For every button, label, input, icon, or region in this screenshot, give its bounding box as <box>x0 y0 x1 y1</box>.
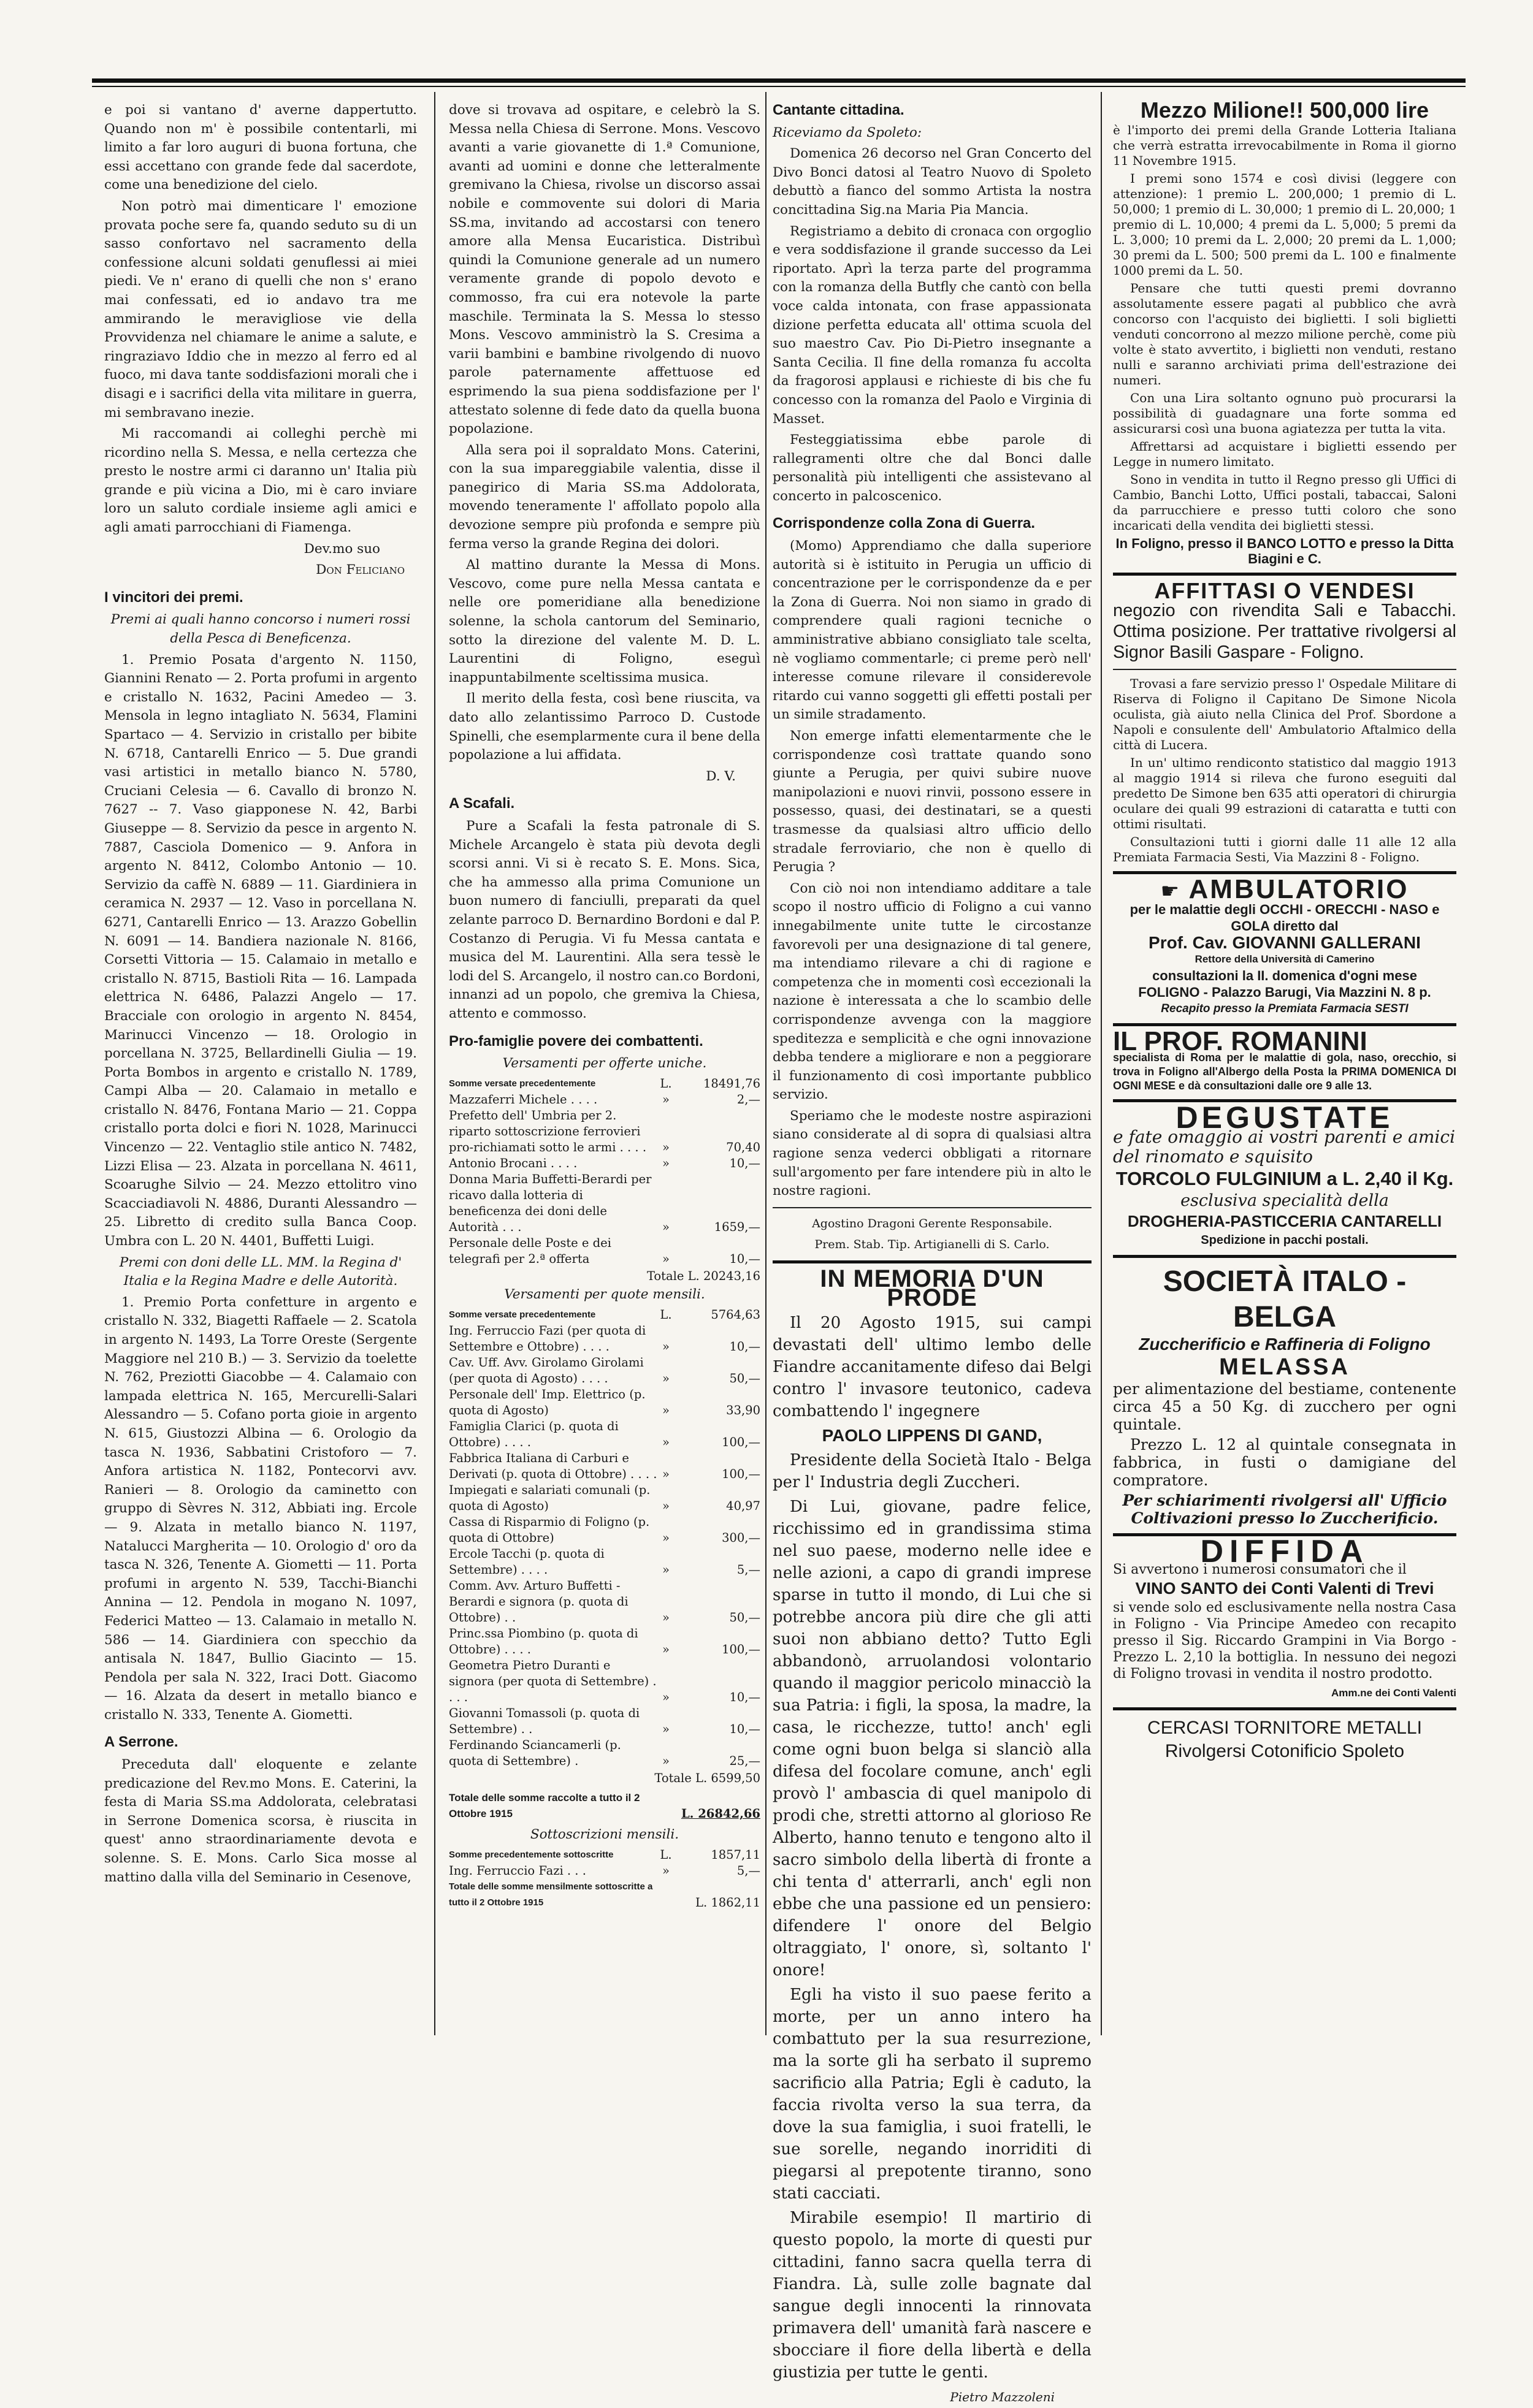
degustate-line: Spedizione in pacchi postali. <box>1201 1233 1369 1247</box>
table-row <box>449 1847 760 1863</box>
romanini-ad-title: IL PROF. ROMANINI <box>1113 1026 1367 1056</box>
paragraph: Sono in vendita in tutto il Regno presso gli Uffici di Cambio, Banchi Lotto, Uffici postali, tabaccai, Saloni da parrucchiere e presso tutti coloro che sono incaricati della vendita dei biglietti stessi. <box>1113 471 1456 533</box>
table-row <box>449 1076 760 1092</box>
paragraph: Pensare che tutti questi premi dovranno assolutamente essere pagati al pubblico che avrà concorso con l'acquisto dei biglietti. I soli biglietti venduti concorrono al mezzo milione perchè, come più volte è stato avvertito, i biglietti non venduti, restano nulli e saranno archiviati prima dell'estrazione dei numeri. <box>1113 280 1456 387</box>
paragraph: Presidente della Società Italo - Belga per l' Industria degli Zuccheri. <box>773 1451 1091 1492</box>
row-currency-symbol: » <box>662 1092 670 1107</box>
row-label: Comm. Avv. Arturo Buffetti - Berardi e signora (p. quota di Ottobre) . . <box>449 1578 629 1625</box>
row-currency-symbol: » <box>662 1403 670 1417</box>
memorial-signature: Pietro Mazzoleni <box>950 2390 1055 2405</box>
row-label: Somme precedentemente sottoscritte <box>449 1850 614 1861</box>
row-label: Ferdinando Sciancamerli (p. quota di Settembre) . <box>449 1737 621 1768</box>
table-row <box>449 1863 760 1879</box>
degustate-line: esclusiva specialità della <box>1180 1191 1389 1210</box>
table-row <box>449 1578 760 1626</box>
row-label: Ing. Ferruccio Fazi (per quota di Settembre e Ottobre) . . . . <box>449 1323 646 1354</box>
diffida-product: VINO SANTO dei Conti Valenti di Trevi <box>1135 1579 1434 1598</box>
row-currency-symbol: » <box>662 1753 670 1768</box>
section-heading: Corrispondenze colla Zona di Guerra. <box>773 515 1036 532</box>
row-amount: 70,40 <box>726 1140 760 1154</box>
paragraph: Non emerge infatti elementarmente che le corrispondenze così trattate quando sono giunte a Perugia, per quivi subire nuove manipolazioni e nuovi rinvii, possono essere in possesso, quasi, dei destinatari, se a questi trasmesse da qualsiasi altro ufficio dello stradale ferroviario, che non è quello di Perugia ? <box>773 728 1091 875</box>
paragraph: è l'importo dei premi della Grande Lotteria Italiana che verrà estratta irrevocabilmente in Roma il giorno 11 Novembre 1915. <box>1113 122 1456 168</box>
separator <box>1113 669 1456 670</box>
paragraph: Mirabile esempio! Il martirio di questo popolo, la morte di questi pur cittadini, fanno sacra quella terra di Fiandra. Là, sulle zolle bagnate dal sangue degli innocenti la rinnovata primavera dell' umanità farà nascere e sbocciare il fiore della libertà e della giustizia per tutte le genti. <box>773 2209 1091 2382</box>
row-amount: 50,— <box>729 1610 760 1625</box>
paragraph: dove si trovava ad ospitare, e celebrò la S. Messa nella Chiesa di Serrone. Mons. Vescovo avanti a varie giovanette di 1.ª Comunione, avanti ad uomini e donne che letteralmente gremivano la Chiesa, rivolse un discorso assai nobile e commovente sui dolori di Maria SS.ma, invitando ad accostarsi con tenero amore alla Mensa Eucaristica. Distribuì quindi la Comunione generale ad un numero veramente grande di popolo devoto e commosso, fra cui era notevole la parte maschile. Terminata la S. Messa lo stesso Mons. Vescovo amministrò la S. Cresima a varii bambini e bambine rivolgendo di nuovo parole paternamente affettuose ed esprimendo la sua piena soddisfazione per l' attestato solenne di fede dato da quella buona popolazione. <box>449 102 760 437</box>
subscriptions-table <box>449 1847 760 1879</box>
memorial-title: IN MEMORIA D'UN PRODE <box>820 1265 1044 1311</box>
section-heading: Cantante cittadina. <box>773 102 904 118</box>
table-row <box>449 1419 760 1450</box>
diffida-ad-body <box>1113 1561 1456 1701</box>
paragraph: Egli ha visto il suo paese ferito a morte, per un anno intero ha combattuto per la sua resurrezione, ma la sorte gli ha serbato il supremo sacrificio alla Patria; Egli è caduto, la faccia rivolta verso la sua terra, da dove la sua famiglia, i suoi fratelli, le sue sorelle, negando inorriditi di piegarsi al prepotente tiranno, sono stati cacciati. <box>773 1986 1091 2203</box>
row-label: Princ.ssa Piombino (p. quota di Ottobre) . . . . <box>449 1626 638 1656</box>
paragraph: Speriamo che le modeste nostre aspirazioni siano considerate al di sopra di qualsiasi altra ragione senza vederci obbligati a ritornare sull'argomento per fare intendere più in alto le nostre ragioni. <box>773 1108 1091 1199</box>
degustate-shop: DROGHERIA-PASTICCERIA CANTARELLI <box>1127 1211 1442 1230</box>
printer-line: Prem. Stab. Tip. Artigianelli di S. Carlo. <box>814 1238 1050 1252</box>
paragraph: Con ciò noi non intendiamo additare a tale scopo il nostro ufficio di Foligno a cui vanno innegabilmente unite tutte le circostanze favorevoli per una designazione di tal genere, ma intendiamo rilevare a chi di ragione e competenza che in momenti così eccezionali la nazione è interessata a che lo scambio delle corrispondenze avvenga con la maggiore speditezza e semplicità e che ogni innovazione debba tendere a migliorare e non a peggiorare il funzionamento di così importante pubblico servizio. <box>773 880 1091 1103</box>
paragraph: 1. Premio Porta confetture in argento e cristallo N. 332, Biagetti Raffaele — 2. Scatola in argento N. 1493, La Torre Oreste (Sergente Maggiore nel 210 B.) — 3. Servizio da toelette N. 762, Preziotti Giacobbe — 4. Calamaio con lampada elettrica N. 165, Mercurelli-Salari Alessandro — 5. Cofano porta gioie in argento N. 615, Giustozzi Albina — 6. Orologio da tasca N. 1936, Sabbatini Cristoforo — 7. Anfora artistica N. 1182, Pontecorvi avv. Ranieri — 8. Orologio da caminetto con gruppo di Sèvres N. 312, Abbiati ing. Ercole — 9. Alzata in metallo bianco N. 1197, Natalucci Margherita — 10. Orologio d' oro da tasca N. 326, Tenente A. Giometti — 11. Porta profumi in argento N. 539, Tacchi-Bianchi Annina — 12. Pendola in mogano N. 1097, Federici Matteo — 13. Calamaio in metallo N. 586 — 14. Giardiniera con specchio da antisala N. 1847, Bullio Giacinto — 15. Pendola per sala N. 322, Iraci Dott. Giacomo — 16. Alzata da desert in metallo bianco e cristallo N. 333, Tenente A. Giometti. <box>104 1294 417 1723</box>
row-amount: 25,— <box>729 1753 760 1768</box>
section-subtitle: Riceviamo da Spoleto: <box>773 124 922 140</box>
separator <box>1113 1707 1456 1710</box>
paragraph: Festeggiatissima ebbe parole di rallegramenti oltre che dal Bonci dalle personalità più intelligenti che assistevano al concerto in palcoscenico. <box>773 432 1091 504</box>
section-heading: A Serrone. <box>104 1734 178 1751</box>
lottery-ad-body <box>1113 123 1456 566</box>
row-currency-symbol: » <box>662 1864 670 1878</box>
column-2 <box>449 101 760 2014</box>
section-subtitle: Sottoscrizioni mensili. <box>530 1827 679 1843</box>
table-row <box>449 1092 760 1108</box>
row-currency-symbol: » <box>662 1562 670 1577</box>
row-amount: 10,— <box>729 1339 760 1354</box>
table-row <box>449 1108 760 1156</box>
column-4 <box>1113 97 1456 2014</box>
table-row <box>449 1235 760 1267</box>
melassa-title: MELASSA <box>1219 1354 1350 1380</box>
ambulatorio-ad-body <box>1113 901 1456 1017</box>
signature: D. V. <box>706 768 736 784</box>
row-amount: 100,— <box>722 1466 760 1481</box>
paragraph: Alla sera poi il sopraldato Mons. Caterini, con la sua impareggiabile valentia, disse il panegirico di Maria SS.ma Addolorata, movendo teneramente l' affollato popolo alla devozione sempre più profonda e sempre più ferma verso la grande Regina dei dolori. <box>449 442 760 552</box>
section-subtitle: Premi con doni delle LL. MM. la Regina d' Italia e la Regina Madre e delle Autorità. <box>119 1254 402 1289</box>
paragraph: Consultazioni tutti i giorni dalle 11 alle 12 alla Premiata Farmacia Sesti, Via Mazzini 8 - Foligno. <box>1113 834 1456 865</box>
row-label: Cassa di Risparmio di Foligno (p. quota di Ottobre) <box>449 1514 650 1545</box>
gerente-line: Agostino Dragoni Gerente Responsabile. <box>812 1216 1052 1230</box>
memorial-name: PAOLO LIPPENS DI GAND, <box>822 1426 1042 1446</box>
ambulatorio-doctor: Prof. Cav. GIOVANNI GALLERANI <box>1149 932 1421 952</box>
row-amount: 2,— <box>736 1092 760 1107</box>
paragraph: Mi raccomandi ai colleghi perchè mi ricordino nella S. Messa, e nella certezza che presto le nostre armi ci daranno un' Italia più grande e più vicina a Dio, mi è caro inviare loro un saluto cordiale insieme agli amici e agli amati parrocchiani di Fiamenga. <box>104 426 417 536</box>
ambulatorio-line: Recapito presso la Premiata Farmacia SESTI <box>1161 1002 1409 1015</box>
paragraph: Non potrò mai dimenticare l' emozione provata poche sere fa, quando seduto su di un sasso confortavo nel sacramento della confessione alcuni soldati genuflessi ai miei piedi. Ve n' erano di quelli che non s' erano mai confessati, ed io andavo tra me ammirando le meravigliose vie della Provvidenza nel chiamare le anime a salute, e ringraziavo Iddio che in mezzo al ferro ed al fuoco, mi dava tante soddisfazioni morali che i disagi e i sacrifici della vita militare in guerra, mi sembravano inezie. <box>104 198 417 421</box>
row-label: Impiegati e salariati comunali (p. quota di Agosto) <box>449 1482 651 1513</box>
paragraph: per alimentazione del bestiame, contenente circa 45 a 50 Kg. di zucchero per ogni quintale. <box>1113 1380 1456 1434</box>
column-3 <box>773 101 1091 2405</box>
paragraph: Prezzo L. 12 al quintale consegnata in fabbrica, in fusti o damigiane del compratore. <box>1113 1436 1456 1490</box>
paragraph: si vende solo ed esclusivamente nella nostra Casa in Foligno - Via Principe Amedeo con recapito presso il Sig. Riccardo Grampini in Via Borgo - Prezzo L. 2,10 la bottiglia. In nessuno dei negozi di Foligno trovasi in vendita il nostro prodotto. <box>1113 1599 1456 1682</box>
societa-ad-title: SOCIETÀ ITALO - BELGA <box>1163 1265 1407 1333</box>
row-currency-symbol: L. <box>660 1848 672 1862</box>
row-currency-symbol: L. <box>660 1307 672 1322</box>
paragraph: Il merito della festa, così bene riuscita, va dato allo zelantissimo Parroco D. Custode Spinelli, che esemplarmente cura il bene della popolazione a lui affidata. <box>449 691 760 763</box>
paragraph: Il 20 Agosto 1915, sui campi devastati dell' ultimo lembo delle Fiandre accanitamente difeso dai Belgi contro l' invasore teutonico, cadeva combattendo l' ingegnere <box>773 1314 1091 1421</box>
row-amount: 100,— <box>722 1642 760 1656</box>
signature-name: Don Feliciano <box>316 562 405 578</box>
paragraph: Preceduta dall' eloquente e zelante predicazione del Rev.mo Mons. E. Caterini, la festa di Maria SS.ma Addolorata, celebratasi in Serrone Domenica scorsa, è riuscita in quest' anno straordinariamente devota e solenne. S. E. Mons. Carlo Sica mosse al mattino dalla villa del Seminario in Cesenove, <box>104 1757 417 1885</box>
row-currency-symbol: » <box>662 1140 670 1154</box>
row-amount: 100,— <box>722 1435 760 1449</box>
row-label: Personale dell' Imp. Elettrico (p. quota di Agosto) <box>449 1387 646 1417</box>
row-amount: 1857,11 <box>711 1848 760 1862</box>
subscriptions-total-label: Totale delle somme mensilmente sottoscritte a tutto il 2 Ottobre 1915 <box>449 1881 653 1908</box>
row-currency-symbol: » <box>662 1156 670 1170</box>
degustate-ad-title: DEGUSTATE <box>1176 1100 1394 1135</box>
section-heading: Pro-famiglie povere dei combattenti. <box>449 1032 703 1050</box>
row-currency-symbol: » <box>662 1339 670 1354</box>
row-amount: 300,— <box>722 1530 760 1545</box>
lottery-ad-title: Mezzo Milione!! 500,000 lire <box>1140 97 1429 123</box>
paragraph: In un' ultimo rendiconto statistico dal maggio 1913 al maggio 1914 si rileva che furono eseguiti dal predetto De Simone ben 635 atti operatori di chirurgia oculare dei quali 99 estrazioni di cataratta e tutti con ottimi risultati. <box>1113 755 1456 832</box>
row-amount: 40,97 <box>726 1498 760 1513</box>
paragraph: Affrettarsi ad acquistare i biglietti essendo per Legge in numero limitato. <box>1113 438 1456 469</box>
row-currency-symbol: » <box>662 1642 670 1656</box>
table-row <box>449 1626 760 1658</box>
row-currency-symbol: » <box>662 1371 670 1385</box>
donations-table-1 <box>449 1076 760 1267</box>
column-divider <box>765 92 766 2035</box>
table-total: Totale L. 6599,50 <box>654 1770 760 1785</box>
separator <box>1113 1255 1456 1258</box>
section-subtitle: Premi ai quali hanno concorso i numeri rossi della Pesca di Beneficenza. <box>110 612 411 647</box>
ambulatorio-line: per le malattie degli OCCHI - ORECCHI - NASO e GOLA diretto dal <box>1130 901 1440 934</box>
diffida-ad-title: DIFFIDA <box>1200 1534 1369 1570</box>
ambulatorio-line: consultazioni la II. domenica d'ogni mese <box>1152 967 1417 983</box>
section-subtitle: Versamenti per offerte uniche. <box>502 1056 707 1072</box>
table-total: Totale L. 20243,16 <box>646 1268 760 1283</box>
row-amount: 33,90 <box>726 1403 760 1417</box>
row-label: Somme versate precedentemente <box>449 1309 596 1320</box>
table-row <box>449 1705 760 1737</box>
paragraph: Al mattino durante la Messa di Mons. Vescovo, come pure nella Messa cantata e nelle ore pomeridiane alla benedizione solenne, la schola cantorum del Seminario, sotto la direzione del valente M. D. L. Laurentini di Foligno, eseguì inappuntabilmente sceltissima musica. <box>449 557 760 685</box>
row-label: Mazzaferri Michele . . . . <box>449 1092 598 1107</box>
paragraph: 1. Premio Posata d'argento N. 1150, Giannini Renato — 2. Porta profumi in argento e cristallo N. 1632, Pacini Amedeo — 3. Mensola in legno intagliato N. 5634, Flamini Spartaco — 4. Servizio in cristallo per bibite N. 6718, Cantarelli Enrico — 5. Due grandi vasi artistici in metallo bianco N. 5780, Cruciani Celesia — 6. Cavallo di bronzo N. 7627 -- 7. Vaso giapponese N. 42, Barbi Giuseppe — 8. Servizio da pesce in argento N. 7887, Casciola Domenico — 9. Anfora in argento N. 8412, Colombo Antonio — 10. Servizio da caffè N. 6889 — 11. Giardiniera in ceramica N. 2937 — 12. Vaso in porcellana N. 6271, Cantarelli Enrico — 13. Arazzo Gobellin N. 6091 — 14. Bandiera nazionale N. 8166, Corsetti Vittoria — 15. Calamaio in metallo e cristallo N. 8715, Bastioli Rita — 16. Lampada elettrica N. 6486, Palazzi Angelo — 17. Bracciale con orologio in argento N. 8454, Marinucci Vincenzo — 18. Orologio in porcellana N. 3725, Bellardinelli Giulia — 19. Porta Bombos in argento e cristallo N. 1789, Campi Alba — 20. Calamaio in metallo e cristallo N. 8476, Fontana Mario — 21. Coppa cristallo porta dolci e fiori N. 1028, Marinucci Vincenzo — 22. Ventaglio stile antico N. 7482, Lizzi Elisa — 23. Alzata in porcellana N. 4611, Scoarughe Silvio — 24. Mezzo ettolitro vino Scacciadiavoli N. 4886, Duranti Alessandro — 25. Libretto di credito sulla Banca Coop. Umbra con L. 20 N. 4401, Buffetti Luigi. <box>104 652 417 1249</box>
row-currency-symbol: » <box>662 1610 670 1625</box>
table-row <box>449 1514 760 1546</box>
table-row <box>449 1172 760 1235</box>
column-divider <box>434 92 435 2035</box>
paragraph: Registriamo a debito di cronaca con orgoglio e vera soddisfazione il grande successo da Lei riportato. Aprì la terza parte del programma con la romanza della Butfly che cantò con bella voce calda intonata, con frase appassionata dizione perfetta educata all' ottima scuola del suo maestro Cav. Pio Di-Pietro insegnante a Santa Cecilia. Il fine della romanza fu accolta da fragorosi applausi e richieste di bis che fu concesso con la romanza del Paolo e Virginia di Masset. <box>773 223 1091 427</box>
degustate-ad-body <box>1113 1127 1456 1249</box>
donations-table-2 <box>449 1307 760 1769</box>
grand-total-table <box>449 1790 760 1822</box>
row-label: Famiglia Clarici (p. quota di Ottobre) . . . . <box>449 1419 619 1449</box>
row-currency-symbol: » <box>662 1690 670 1704</box>
section-subtitle: Versamenti per quote mensili. <box>504 1287 705 1303</box>
row-label: Geometra Pietro Duranti e signora (per quota di Settembre) . . . . <box>449 1658 657 1704</box>
ambulatorio-ad-title <box>1113 874 1456 905</box>
row-currency-symbol: » <box>662 1466 670 1481</box>
row-label: Antonio Brocani . . . . <box>449 1156 578 1170</box>
signature-line: Dev.mo suo <box>304 541 380 557</box>
row-currency-symbol: » <box>662 1435 670 1449</box>
row-currency-symbol: L. <box>660 1076 672 1091</box>
separator <box>773 1260 1091 1263</box>
row-label: Ercole Tacchi (p. quota di Settembre) . . . . <box>449 1546 605 1577</box>
memorial-body <box>773 1312 1091 2408</box>
degustate-line: e fate omaggio ai vostri parenti e amici del rinomato e squisito <box>1113 1126 1456 1167</box>
row-amount: 18491,76 <box>703 1076 760 1091</box>
pointing-hand-icon: ☛ <box>1160 880 1189 904</box>
ambulatorio-line: FOLIGNO - Palazzo Barugi, Via Mazzini N. 8 p. <box>1138 984 1431 1000</box>
paragraph: Di Lui, giovane, padre felice, ricchissimo ed in grandissima stima nel suo paese, moderno nelle idee e nelle azioni, a capo di grandi imprese sparse in tutto il mondo, di Lui che si potrebbe ancora più dire che gli atti suoi non abbiano detto? Tutto Egli abbandonò, arruolandosi volontario quando il maggior pericolo minacciò la sua Patria: i figli, la sposa, la madre, la casa, le ricchezze, tutto! anch' egli come ogni buon belga si slanciò alla difesa del focolare comune, anch' egli provò l' ambascia di quel manipolo di prodi che, stretti attorno al glorioso Re Alberto, hanno tenuto e tengono alto il sacro simbolo della libertà di fronte a chi tenta d' atterrarli, anch' egli non ebbe che una passione ed un pensiero: difendere l' onore del Belgio oltraggiato, l' onore, sì, soltanto l' onore! <box>773 1498 1091 1980</box>
table-row <box>449 1307 760 1323</box>
column-divider <box>1101 92 1102 2035</box>
row-amount: 10,— <box>729 1721 760 1736</box>
table-row <box>449 1737 760 1769</box>
paragraph: (Momo) Apprendiamo che dalla superiore autorità si è istituito in Perugia un ufficio di concentrazione per le corrispondenze da e per la Zona di Guerra. Noi non siamo in grado di comprendere quali ragioni tecniche o amministrative abbiano consigliato tale scelta, nè vogliamo commentarle; ci preme però nell' interesse comune rilevare il considerevole ritardo cui vanno soggetti gli effetti postali per un simile stradamento. <box>773 538 1091 723</box>
section-heading: I vincitori dei premi. <box>104 589 243 606</box>
row-label: Personale delle Poste e dei telegrafi per 2.ª offerta <box>449 1235 611 1266</box>
row-currency-symbol: » <box>662 1251 670 1266</box>
separator <box>1113 573 1456 576</box>
row-amount: 5764,63 <box>711 1307 760 1322</box>
table-row <box>449 1658 760 1705</box>
separator <box>773 1207 1091 1208</box>
paragraph: Pure a Scafali la festa patronale di S. Michele Arcangelo è stata più devota degli scorsi anni. Vi si è recato S. E. Mons. Sica, che ha ammesso alla prima Comunione un buon numero di fanciulli, preparati da quel zelante parroco D. Bernardino Bordoni e dal P. Costanzo di Perugia. Vi fu Messa cantata e musica del M. Laurentini. Alla sera tessè le lodi del S. Arcangelo, il nostro can.co Bordoni, innanzi ad un popolo, che gremiva la Chiesa, attento e commosso. <box>449 818 760 1021</box>
row-amount: 1659,— <box>714 1219 760 1234</box>
table-row <box>449 1450 760 1482</box>
paragraph: Domenica 26 decorso nel Gran Concerto del Divo Bonci datosi al Teatro Nuovo di Spoleto debuttò a fianco del sommo Artista la nostra concittadina Sig.na Maria Pia Mancia. <box>773 146 1091 218</box>
cercasi-ad-line: Rivolgersi Cotonificio Spoleto <box>1164 1740 1405 1761</box>
ambulatorio-title-text: AMBULATORIO <box>1188 874 1409 905</box>
row-label: Ing. Ferruccio Fazi . . . <box>449 1864 586 1878</box>
paragraph: I premi sono 1574 e così divisi (leggere con attenzione): 1 premio L. 200,000; 1 premio di L. 50,000; 1 premio di L. 30,000; 1 premio di L. 20,000; 1 premio di L. 10,000; 4 premi da L. 5,000; 5 premi da L. 3,000; 10 premi da L. 2,000; 20 premi da L. 1,000; 30 premi da L. 500; 500 premi da L. 100 e finalmente 1000 premi da L. 50. <box>1113 170 1456 278</box>
row-label: Cav. Uff. Avv. Girolamo Girolami (per quota di Agosto) . . . . <box>449 1355 644 1385</box>
table-row <box>449 1323 760 1355</box>
row-currency-symbol: » <box>662 1498 670 1513</box>
row-currency-symbol: » <box>662 1219 670 1234</box>
top-rule-thin <box>92 86 1466 87</box>
diffida-signature: Amm.ne dei Conti Valenti <box>1331 1686 1456 1699</box>
paragraph: Per schiarimenti rivolgersi all' Ufficio Coltivazioni presso lo Zuccherificio. <box>1122 1492 1447 1528</box>
table-row <box>449 1546 760 1578</box>
row-amount: 5,— <box>736 1864 760 1878</box>
row-label: Prefetto dell' Umbria per 2. riparto sottoscrizione ferrovieri pro-richiamati sotto le armi . . . . <box>449 1108 647 1154</box>
affittasi-ad-body: negozio con rivendita Sali e Tabacchi. Ottima posizione. Per trattative rivolgersi al Signor Basili Gaspare - Foligno. <box>1113 601 1456 663</box>
table-row <box>449 1482 760 1514</box>
affittasi-ad-title: AFFITTASI O VENDESI <box>1154 577 1415 603</box>
paragraph: e poi si vantano d' averne dappertutto. Quando non m' è possibile contentarli, mi limito a far loro auguri di buona fortuna, che essi accettano con grande fede dal sacerdote, come una benedizione del cielo. <box>104 102 417 193</box>
row-label: Donna Maria Buffetti-Berardi per ricavo dalla lotteria di beneficenza dei doni delle Autorità . . . <box>449 1172 652 1234</box>
paragraph: Si avvertono i numerosi consumatori che il <box>1113 1561 1407 1577</box>
lottery-ad-where: In Foligno, presso il BANCO LOTTO e presso la Ditta Biagini e C. <box>1115 535 1454 566</box>
row-amount: 10,— <box>729 1156 760 1170</box>
subscriptions-total-amount: L. 1862,11 <box>695 1896 760 1910</box>
societa-ad-subtitle: Zuccherificio e Raffineria di Foligno <box>1139 1334 1431 1354</box>
ambulatorio-line: Rettore della Università di Camerino <box>1195 953 1375 965</box>
row-currency-symbol: » <box>662 1721 670 1736</box>
row-amount: 10,— <box>729 1251 760 1266</box>
row-label: Fabbrica Italiana di Carburi e Derivati (p. quota di Ottobre) . . . . <box>449 1450 657 1481</box>
grand-total-amount: L. 26842,66 <box>681 1807 760 1821</box>
grand-total-label: Totale delle somme raccolte a tutto il 2 Ottobre 1915 <box>449 1792 640 1820</box>
melassa-body <box>1113 1380 1456 1527</box>
table-row <box>449 1156 760 1172</box>
section-heading: A Scafali. <box>449 795 515 812</box>
degustate-product: TORCOLO FULGINIUM a L. 2,40 il Kg. <box>1115 1167 1454 1189</box>
row-currency-symbol: » <box>662 1530 670 1545</box>
row-amount: 10,— <box>729 1690 760 1704</box>
romanini-ad-body: specialista di Roma per le malattie di gola, naso, orecchio, si trova in Foligno all'Albergo della Posta la PRIMA DOMENICA DI OGNI MESE e dà consultazioni dalle ore 9 alle 13. <box>1113 1051 1456 1092</box>
paragraph: Trovasi a fare servizio presso l' Ospedale Militare di Riserva di Foligno il Capitano De Simone Nicola oculista, già aiuto nella Clinica del Prof. Sbordone a Napoli e consulente dell' Ambulatorio Aftalmico della città di Lucera. <box>1113 676 1456 753</box>
top-rule <box>92 78 1466 83</box>
subscriptions-total <box>449 1879 760 1911</box>
desimone-ad <box>1113 676 1456 865</box>
row-amount: 5,— <box>736 1562 760 1577</box>
table-row <box>449 1355 760 1387</box>
row-amount: 50,— <box>729 1371 760 1385</box>
table-row <box>449 1387 760 1419</box>
cercasi-ad-line: CERCASI TORNITORE METALLI <box>1147 1717 1422 1738</box>
column-1 <box>104 101 417 2014</box>
row-label: Somme versate precedentemente <box>449 1078 596 1089</box>
row-label: Giovanni Tomassoli (p. quota di Settembre) . . <box>449 1705 640 1736</box>
paragraph: Con una Lira soltanto ognuno può procurarsi la possibilità di guadagnare una forte somma ed assicurarsi così una buona agiatezza per tutta la vita. <box>1113 390 1456 436</box>
